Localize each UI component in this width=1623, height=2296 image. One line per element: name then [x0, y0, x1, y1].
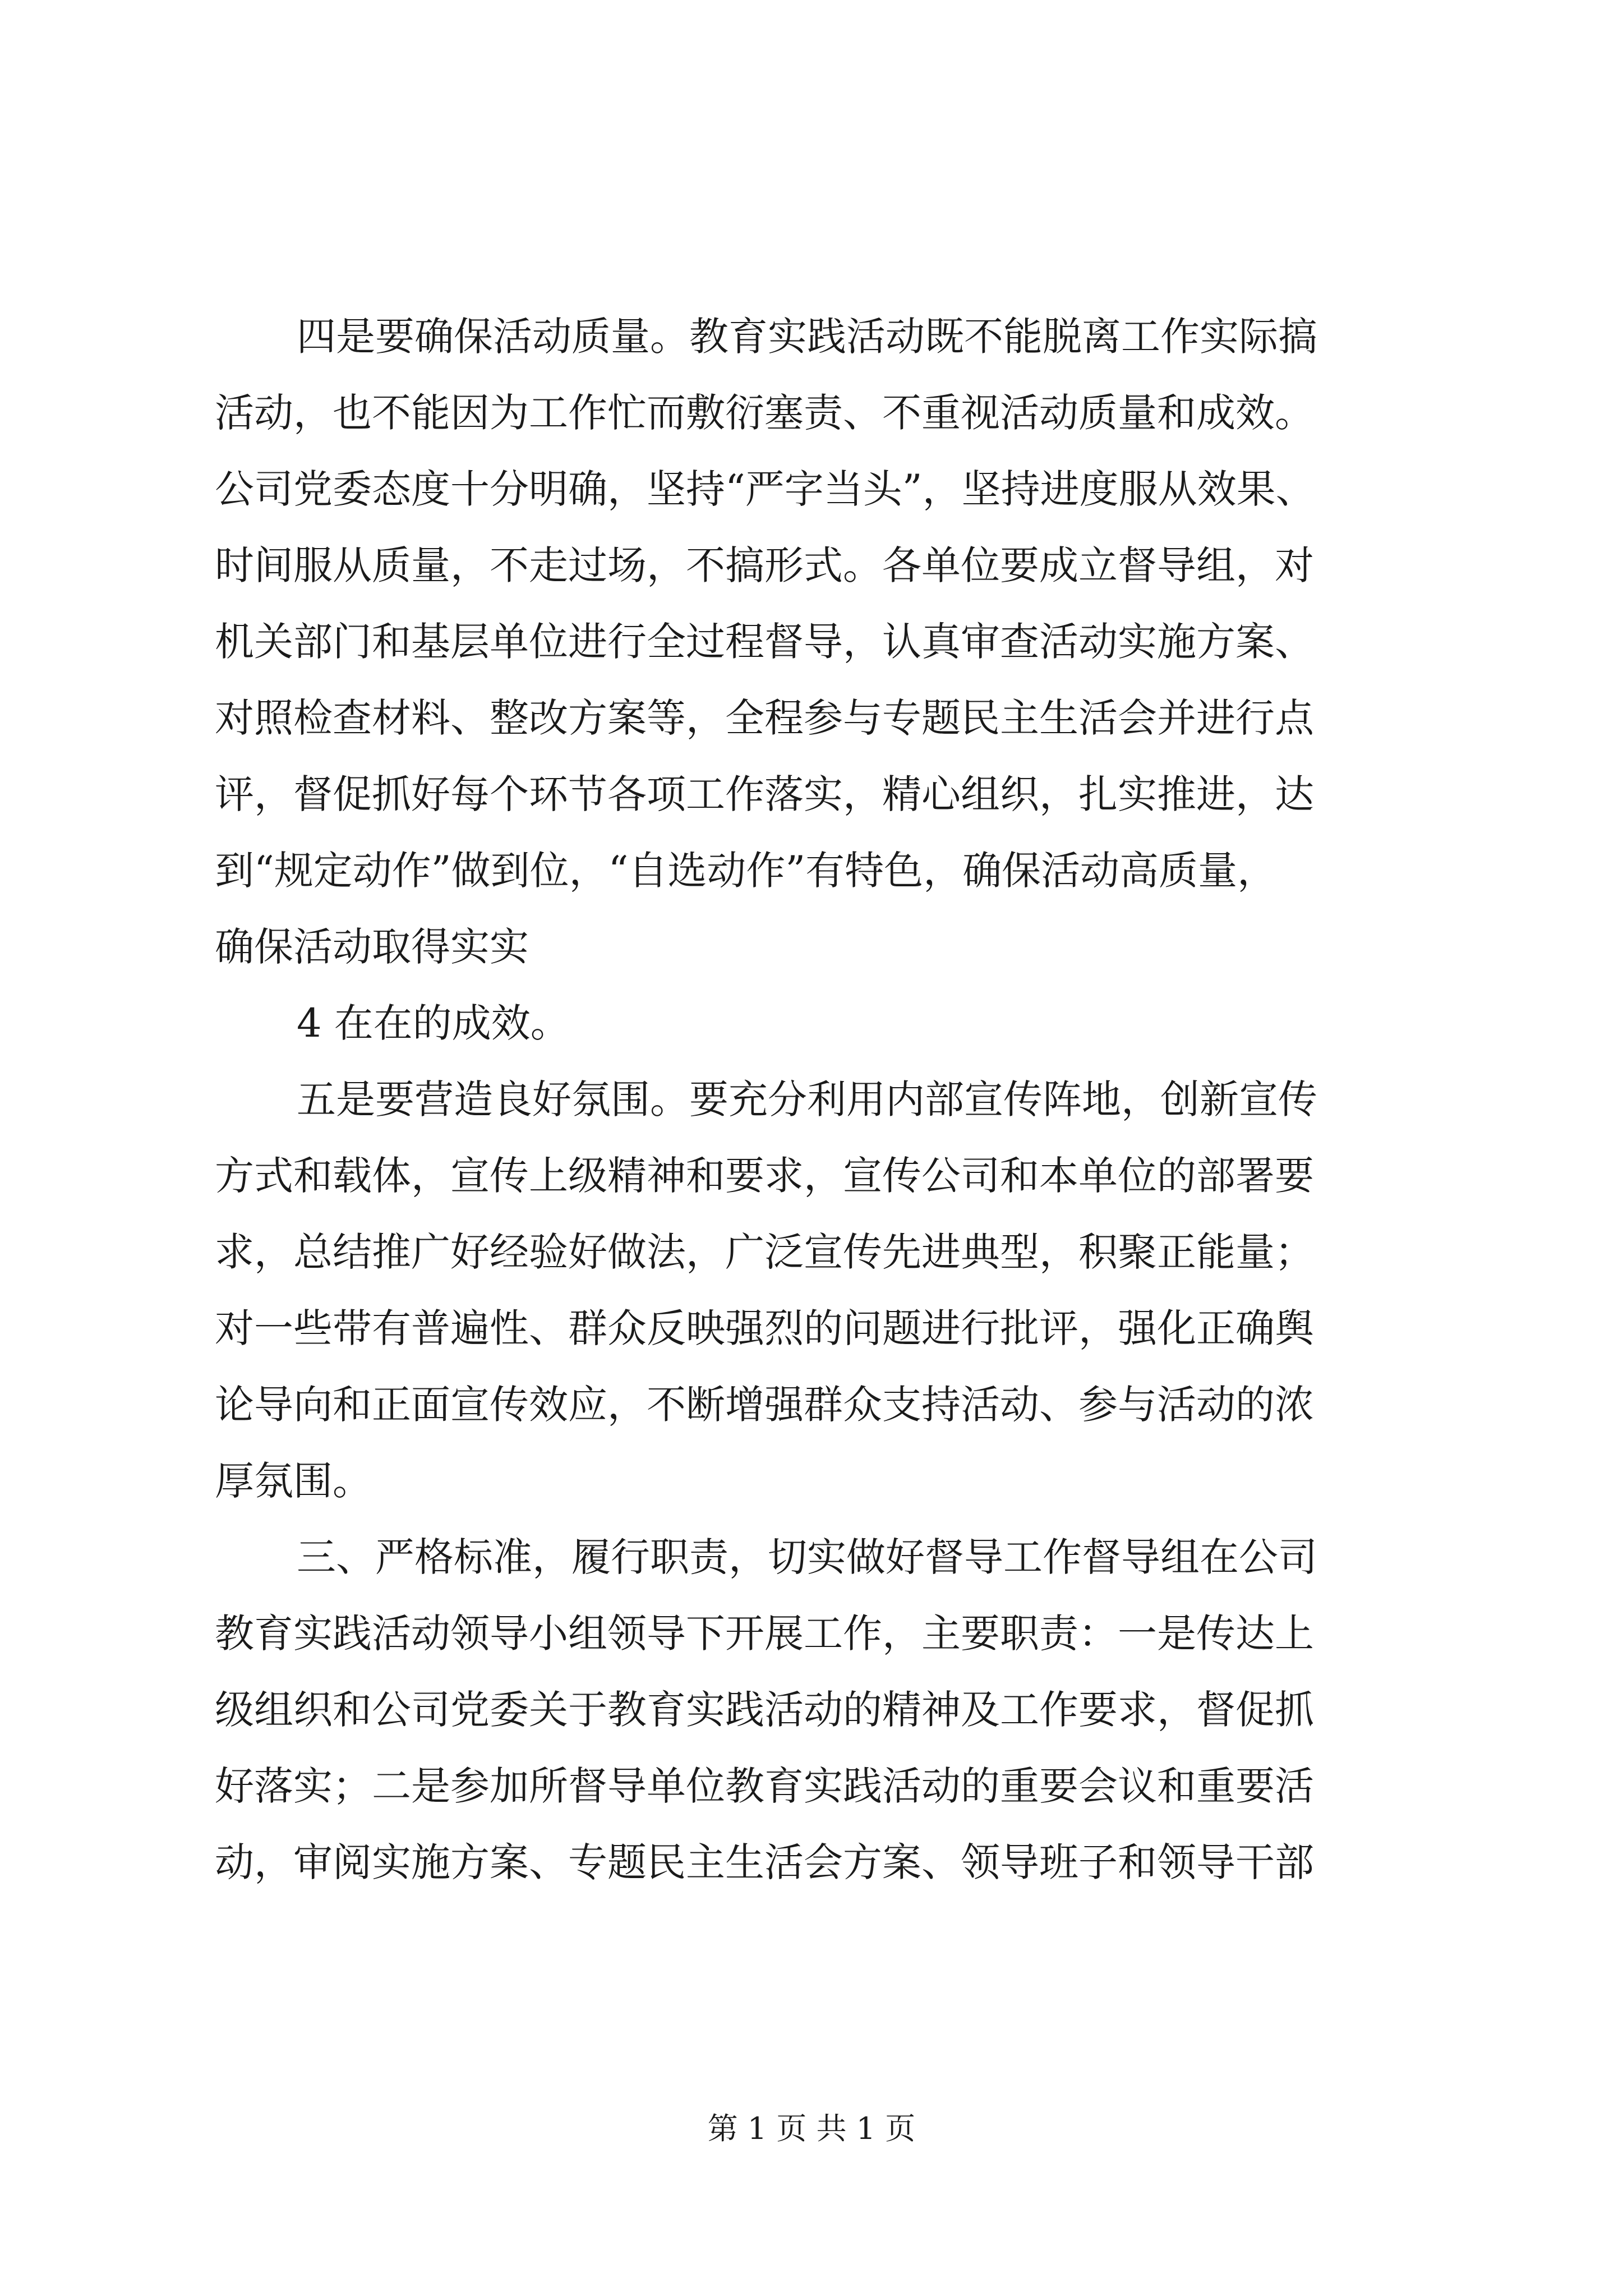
paragraph-4-line-1: 三、严格标准，履行职责，切实做好督导工作督导组在公司 [297, 1534, 1317, 1580]
paragraph-1-line-2: 活动，也不能因为工作忙而敷衍塞责、不重视活动质量和成效。 [215, 390, 1314, 436]
paragraph-1-line-9: 确保活动取得实实 [215, 924, 529, 970]
paragraph-3-line-4: 对一些带有普遍性、群众反映强烈的问题进行批评，强化正确舆 [215, 1305, 1314, 1351]
paragraph-4-line-4: 好落实；二是参加所督导单位教育实践活动的重要会议和重要活 [215, 1763, 1314, 1809]
paragraph-3-line-3: 求，总结推广好经验好做法，广泛宣传先进典型，积聚正能量； [215, 1229, 1314, 1275]
paragraph-1-line-4: 时间服从质量，不走过场，不搞形式。各单位要成立督导组，对 [215, 542, 1314, 588]
page-footer: 第 1 页 共 1 页 [707, 2111, 916, 2146]
paragraph-1-line-7: 评，督促抓好每个环节各项工作落实，精心组织，扎实推进，达 [215, 771, 1314, 817]
paragraph-1-line-6: 对照检查材料、整改方案等，全程参与专题民主生活会并进行点 [215, 695, 1314, 741]
paragraph-4-line-3: 级组织和公司党委关于教育实践活动的精神及工作要求，督促抓 [215, 1687, 1314, 1733]
paragraph-1-line-8: 到“规定动作”做到位，“自选动作”有特色，确保活动高质量， [215, 848, 1277, 894]
paragraph-4-line-2: 教育实践活动领导小组领导下开展工作，主要职责：一是传达上 [215, 1611, 1314, 1657]
paragraph-3-line-2: 方式和载体，宣传上级精神和要求，宣传公司和本单位的部署要 [215, 1153, 1314, 1199]
paragraph-3-line-6: 厚氛围。 [215, 1458, 372, 1504]
paragraph-1-line-3: 公司党委态度十分明确，坚持“严字当头”，坚持进度服从效果、 [215, 466, 1315, 512]
paragraph-1-line-1: 四是要确保活动质量。教育实践活动既不能脱离工作实际搞 [297, 314, 1317, 360]
paragraph-2-line-1: 4 在在的成效。 [297, 1000, 570, 1046]
paragraph-1-line-5: 机关部门和基层单位进行全过程督导，认真审查活动实施方案、 [215, 619, 1314, 665]
paragraph-3-line-1: 五是要营造良好氛围。要充分利用内部宣传阵地，创新宣传 [297, 1076, 1317, 1122]
paragraph-4-line-5: 动，审阅实施方案、专题民主生活会方案、领导班子和领导干部 [215, 1839, 1314, 1885]
paragraph-3-line-5: 论导向和正面宣传效应，不断增强群众支持活动、参与活动的浓 [215, 1382, 1314, 1428]
